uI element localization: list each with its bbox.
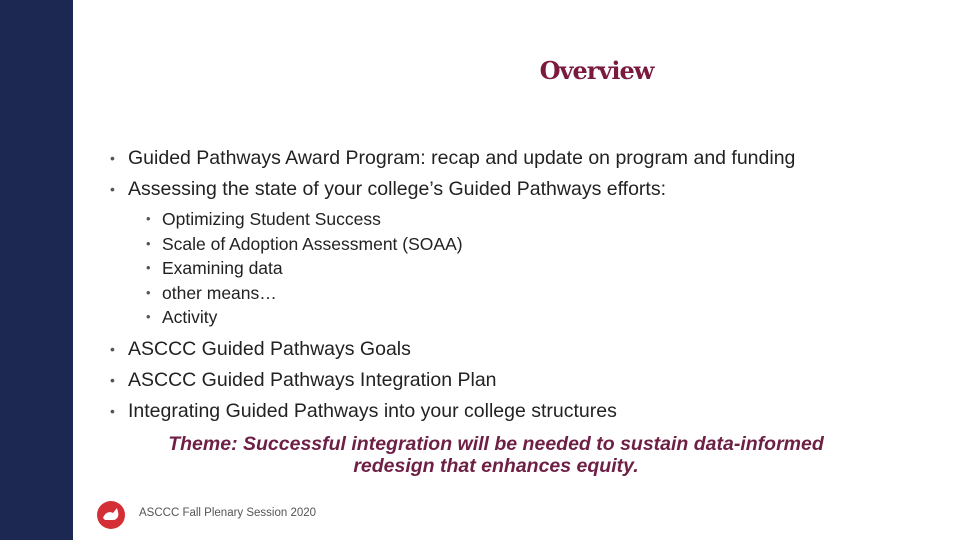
sub-bullet-item: • Scale of Adoption Assessment (SOAA) — [146, 232, 910, 257]
slide-title: Overview — [539, 56, 654, 85]
theme-line-2: redesign that enhances equity. — [353, 455, 639, 477]
sub-bullet-group — [110, 207, 910, 330]
sub-bullet-item: • Examining data — [146, 256, 910, 281]
bullet-list — [110, 143, 910, 427]
footer-session-label: ASCCC Fall Plenary Session 2020 — [139, 507, 317, 519]
theme-line-1: Theme: Successful integration will be needed to sustain data-informed — [168, 433, 824, 455]
sub-bullet-item: • Activity — [146, 305, 910, 330]
ascc-logo-icon — [96, 500, 126, 530]
sub-bullet-item: • other means… — [146, 281, 910, 306]
bullet-item: • Assessing the state of your college’s Guided Pathways efforts: — [110, 174, 910, 205]
bullet-item: • ASCCC Guided Pathways Integration Plan — [110, 365, 910, 396]
bullet-item: • ASCCC Guided Pathways Goals — [110, 334, 910, 365]
sub-bullet-list — [146, 207, 910, 330]
bullet-item: • Guided Pathways Award Program: recap and update on program and funding — [110, 143, 910, 174]
left-sidebar-band — [0, 0, 73, 540]
sub-bullet-item: • Optimizing Student Success — [146, 207, 910, 232]
bullet-item: • Integrating Guided Pathways into your college structures — [110, 396, 910, 427]
theme-statement — [120, 433, 872, 477]
